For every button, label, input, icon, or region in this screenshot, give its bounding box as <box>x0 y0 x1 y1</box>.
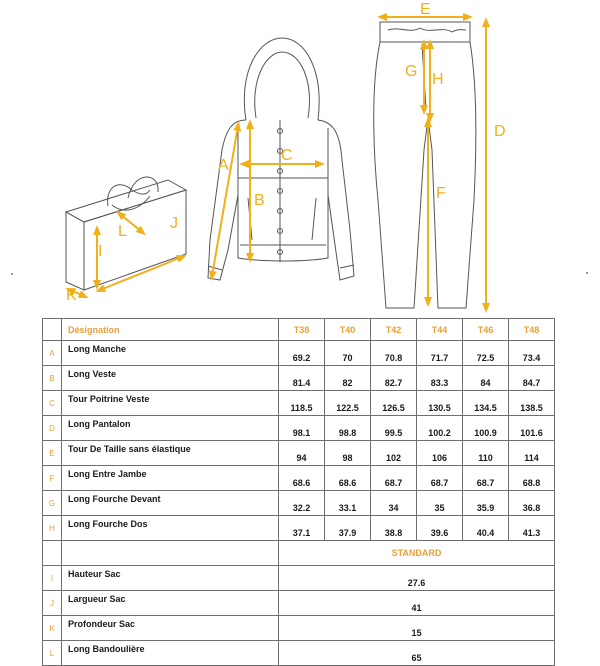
size-value-cell: 33.1 <box>325 491 371 516</box>
standard-value-cell: 15 <box>279 616 555 641</box>
size-value-cell: 72.5 <box>463 341 509 366</box>
size-value-cell: 37.1 <box>279 516 325 541</box>
label-a: A <box>218 157 229 174</box>
size-value-cell: 34 <box>371 491 417 516</box>
row-letter: I <box>43 566 62 591</box>
label-c: C <box>281 147 293 164</box>
row-designation: Long Veste <box>62 366 279 391</box>
jacket-dimensions <box>212 124 320 276</box>
size-value-cell: 130.5 <box>417 391 463 416</box>
label-i: I <box>98 243 103 260</box>
size-value-cell: 38.8 <box>371 516 417 541</box>
row-letter: F <box>43 466 62 491</box>
table-row <box>43 566 555 591</box>
table-row <box>43 616 555 641</box>
size-value-cell: 122.5 <box>325 391 371 416</box>
size-value-cell: 82.7 <box>371 366 417 391</box>
size-value-cell: 70 <box>325 341 371 366</box>
size-value-cell: 126.5 <box>371 391 417 416</box>
pants-dimensions <box>382 17 486 308</box>
size-value-cell: 82 <box>325 366 371 391</box>
row-designation: Long Fourche Dos <box>62 516 279 541</box>
size-value-cell: 39.6 <box>417 516 463 541</box>
size-value-cell: 102 <box>371 441 417 466</box>
size-value-cell: 41.3 <box>509 516 555 541</box>
row-letter: B <box>43 366 62 391</box>
standard-label: STANDARD <box>279 541 555 566</box>
row-letter: H <box>43 516 62 541</box>
table-row <box>43 391 555 416</box>
size-value-cell: 36.8 <box>509 491 555 516</box>
table-row <box>43 341 555 366</box>
size-value-cell: 68.6 <box>279 466 325 491</box>
standard-value-cell: 27.6 <box>279 566 555 591</box>
size-value-cell: 32.2 <box>279 491 325 516</box>
row-designation: Tour De Taille sans élastique <box>62 441 279 466</box>
size-value-cell: 94 <box>279 441 325 466</box>
size-value-cell: 84 <box>463 366 509 391</box>
size-value-cell: 99.5 <box>371 416 417 441</box>
table-row <box>43 416 555 441</box>
label-e: E <box>420 1 431 18</box>
size-value-cell: 35 <box>417 491 463 516</box>
header-t48: T48 <box>509 319 555 341</box>
row-designation: Tour Poitrine Veste <box>62 391 279 416</box>
row-designation: Long Pantalon <box>62 416 279 441</box>
label-d: D <box>494 123 506 140</box>
label-j: J <box>170 215 178 232</box>
header-t42: T42 <box>371 319 417 341</box>
header-t40: T40 <box>325 319 371 341</box>
size-value-cell: 98.1 <box>279 416 325 441</box>
size-value-cell: 100.2 <box>417 416 463 441</box>
label-b: B <box>254 192 265 209</box>
row-designation: Long Entre Jambe <box>62 466 279 491</box>
size-table <box>42 318 555 666</box>
label-k: K <box>66 287 77 304</box>
table-row <box>43 491 555 516</box>
row-letter: K <box>43 616 62 641</box>
size-value-cell: 68.7 <box>417 466 463 491</box>
size-value-cell: 68.8 <box>509 466 555 491</box>
standard-value-cell: 65 <box>279 641 555 666</box>
size-value-cell: 98.8 <box>325 416 371 441</box>
size-value-cell: 69.2 <box>279 341 325 366</box>
size-value-cell: 84.7 <box>509 366 555 391</box>
row-designation: Hauteur Sac <box>62 566 279 591</box>
garment-illustration <box>0 0 600 318</box>
size-value-cell: 68.7 <box>371 466 417 491</box>
size-value-cell: 37.9 <box>325 516 371 541</box>
row-letter: J <box>43 591 62 616</box>
size-value-cell: 138.5 <box>509 391 555 416</box>
table-header-row <box>43 319 555 341</box>
size-value-cell: 100.9 <box>463 416 509 441</box>
header-cell <box>43 319 62 341</box>
table-row <box>43 366 555 391</box>
size-value-cell: 35.9 <box>463 491 509 516</box>
row-letter: E <box>43 441 62 466</box>
size-value-cell: 134.5 <box>463 391 509 416</box>
size-value-cell: 106 <box>417 441 463 466</box>
label-h: H <box>432 71 444 88</box>
row-letter: C <box>43 391 62 416</box>
label-l: L <box>118 223 127 240</box>
table-row <box>43 516 555 541</box>
row-letter: L <box>43 641 62 666</box>
size-value-cell: 73.4 <box>509 341 555 366</box>
table-row <box>43 466 555 491</box>
table-row <box>43 591 555 616</box>
size-value-cell: 71.7 <box>417 341 463 366</box>
row-designation: Long Fourche Devant <box>62 491 279 516</box>
label-f: F <box>436 185 446 202</box>
size-value-cell: 83.3 <box>417 366 463 391</box>
row-letter: D <box>43 416 62 441</box>
header-t38: T38 <box>279 319 325 341</box>
table-row <box>43 641 555 666</box>
size-value-cell: 114 <box>509 441 555 466</box>
size-value-cell: 70.8 <box>371 341 417 366</box>
standard-value-cell: 41 <box>279 591 555 616</box>
header-t44: T44 <box>417 319 463 341</box>
row-designation: Largueur Sac <box>62 591 279 616</box>
table-row <box>43 441 555 466</box>
size-value-cell: 68.7 <box>463 466 509 491</box>
standard-header-row <box>43 541 555 566</box>
size-value-cell: 68.6 <box>325 466 371 491</box>
row-designation: Long Bandoulière <box>62 641 279 666</box>
row-designation: Profondeur Sac <box>62 616 279 641</box>
size-value-cell: 118.5 <box>279 391 325 416</box>
row-letter: A <box>43 341 62 366</box>
size-value-cell: 81.4 <box>279 366 325 391</box>
label-g: G <box>405 63 418 80</box>
header-t46: T46 <box>463 319 509 341</box>
header-designation: Désignation <box>62 319 279 341</box>
size-value-cell: 40.4 <box>463 516 509 541</box>
row-letter: G <box>43 491 62 516</box>
size-value-cell: 110 <box>463 441 509 466</box>
row-designation: Long Manche <box>62 341 279 366</box>
size-value-cell: 101.6 <box>509 416 555 441</box>
size-value-cell: 98 <box>325 441 371 466</box>
